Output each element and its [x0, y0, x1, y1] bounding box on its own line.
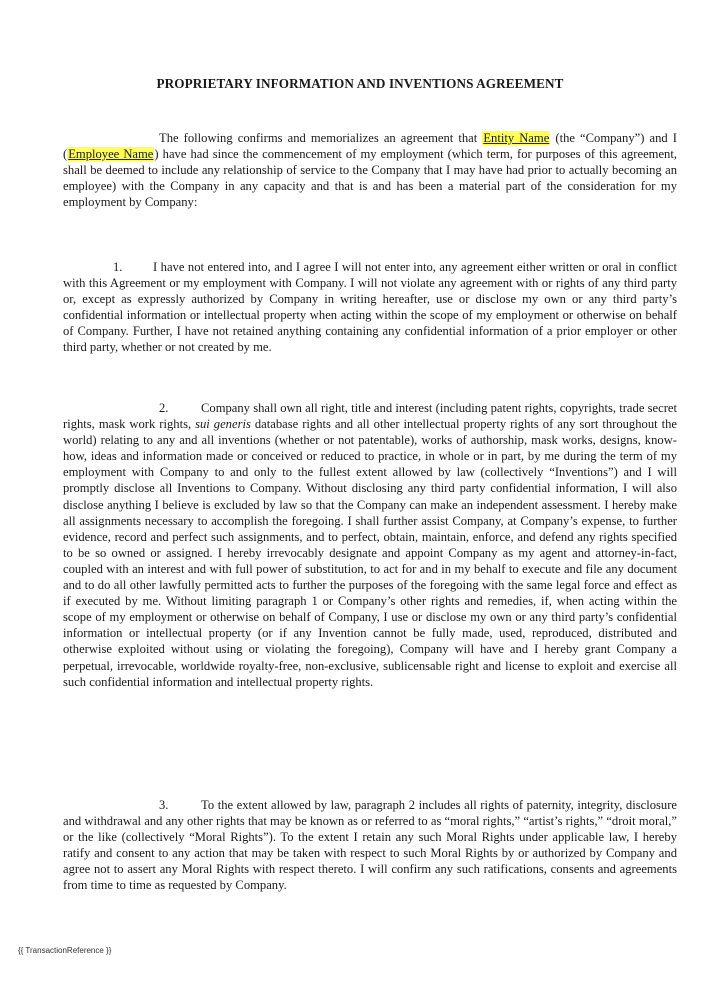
section-text-italic: sui generis — [195, 417, 251, 432]
section-text: database rights and all other intellectual property rights of any sort throughout the world) relating to any and all inventions (whether or not patentable), works of authorship, mask works, designs, know-how, ideas and information made or conceived or reduced to practice, in whole or in part, by me during the term of my employment with Company to and only to the fullest extent allowed by law (collectively “Inventions”) and I will promptly disclose all Inventions to Company. Without disclosing any third party confidential information, I will also disclose anything I believe is excluded by law so that the Company can make an independent assessment. I hereby make all assignments necessary to accomplish the foregoing. I shall further assist Company, at Company’s expense, to further evidence, record and perfect such assignments, and to perfect, obtain, maintain, enforce, and defend any rights specified to be so owned or assigned. I hereby irrevocably designate and appoint Company as my agent and attorney-in-fact, coupled with an interest and with full power of substitution, to act for and in my behalf to execute and file any document and to do all other lawfully permitted acts to further the purposes of the foregoing with the same legal force and effect as if executed by me. Without limiting paragraph 1 or Company’s other rights and remedies, if, when acting within the scope of my employment or otherwise on behalf of Company, I use or disclose my own or any third party’s confidential information or intellectual property (or if any Invention cannot be fully made, used, reproduced, distributed and otherwise exploited without using or violating the foregoing), Company will have and I hereby grant Company a perpetual, irrevocable, worldwide royalty-free, non-exclusive, sublicensable right and license to exploit and exercise all such confidential information and intellectual property rights. — [63, 417, 677, 689]
entity-name-field[interactable]: Entity Name — [483, 131, 550, 145]
section-3 — [63, 797, 677, 894]
section-text: I have not entered into, and I agree I will not enter into, any agreement either written or oral in conflict with this Agreement or my employment with Company. I will not violate any agreement with or rights of any third party or, except as expressly authorized by Company in writing hereafter, use or disclose my own or any third party’s confidential information or intellectual property when acting within the scope of my employment or otherwise on behalf of Company. Further, I have not retained anything containing any confidential information of a prior employer or other third party, whether or not created by me. — [63, 260, 677, 355]
section-number: 2. — [159, 401, 169, 415]
section-2 — [63, 400, 677, 690]
section-1 — [63, 259, 677, 356]
transaction-reference-footer: {{ TransactionReference }} — [18, 946, 112, 955]
intro-text-2: (the “Company”) and I ( — [63, 131, 677, 162]
intro-text-1: The following confirms and memorializes an agreement that — [159, 131, 483, 145]
intro-text-3: ) have had since the commencement of my employment (which term, for purposes of this agreement, shall be deemed to include any relationship of service to the Company that I may have had prior to actually becoming an employee) with the Company in any capacity and that is and has been a material part of the consideration for my employment by Company: — [63, 147, 677, 210]
section-number: 1. — [113, 260, 123, 274]
document-title: PROPRIETARY INFORMATION AND INVENTIONS AGREEMENT — [156, 76, 564, 91]
intro-paragraph — [63, 130, 677, 210]
section-number: 3. — [159, 798, 169, 812]
section-text: Company shall own all right, title and interest (including patent rights, copyrights, trade secret rights, mask work rights, — [63, 401, 677, 432]
section-text: To the extent allowed by law, paragraph 2 includes all rights of paternity, integrity, disclosure and withdrawal and any other rights that may be known as or referred to as “moral rights,” “artist’s rights,” “droit moral,” or the like (collectively “Moral Rights”). To the extent I retain any such Moral Rights under applicable law, I hereby ratify and consent to any action that may be taken with respect to such Moral Rights by or authorized by Company and agree not to assert any Moral Rights with respect thereto. I will confirm any such ratifications, consents and agreements from time to time as requested by Company. — [63, 798, 677, 893]
employee-name-field[interactable]: Employee Name — [68, 147, 154, 162]
